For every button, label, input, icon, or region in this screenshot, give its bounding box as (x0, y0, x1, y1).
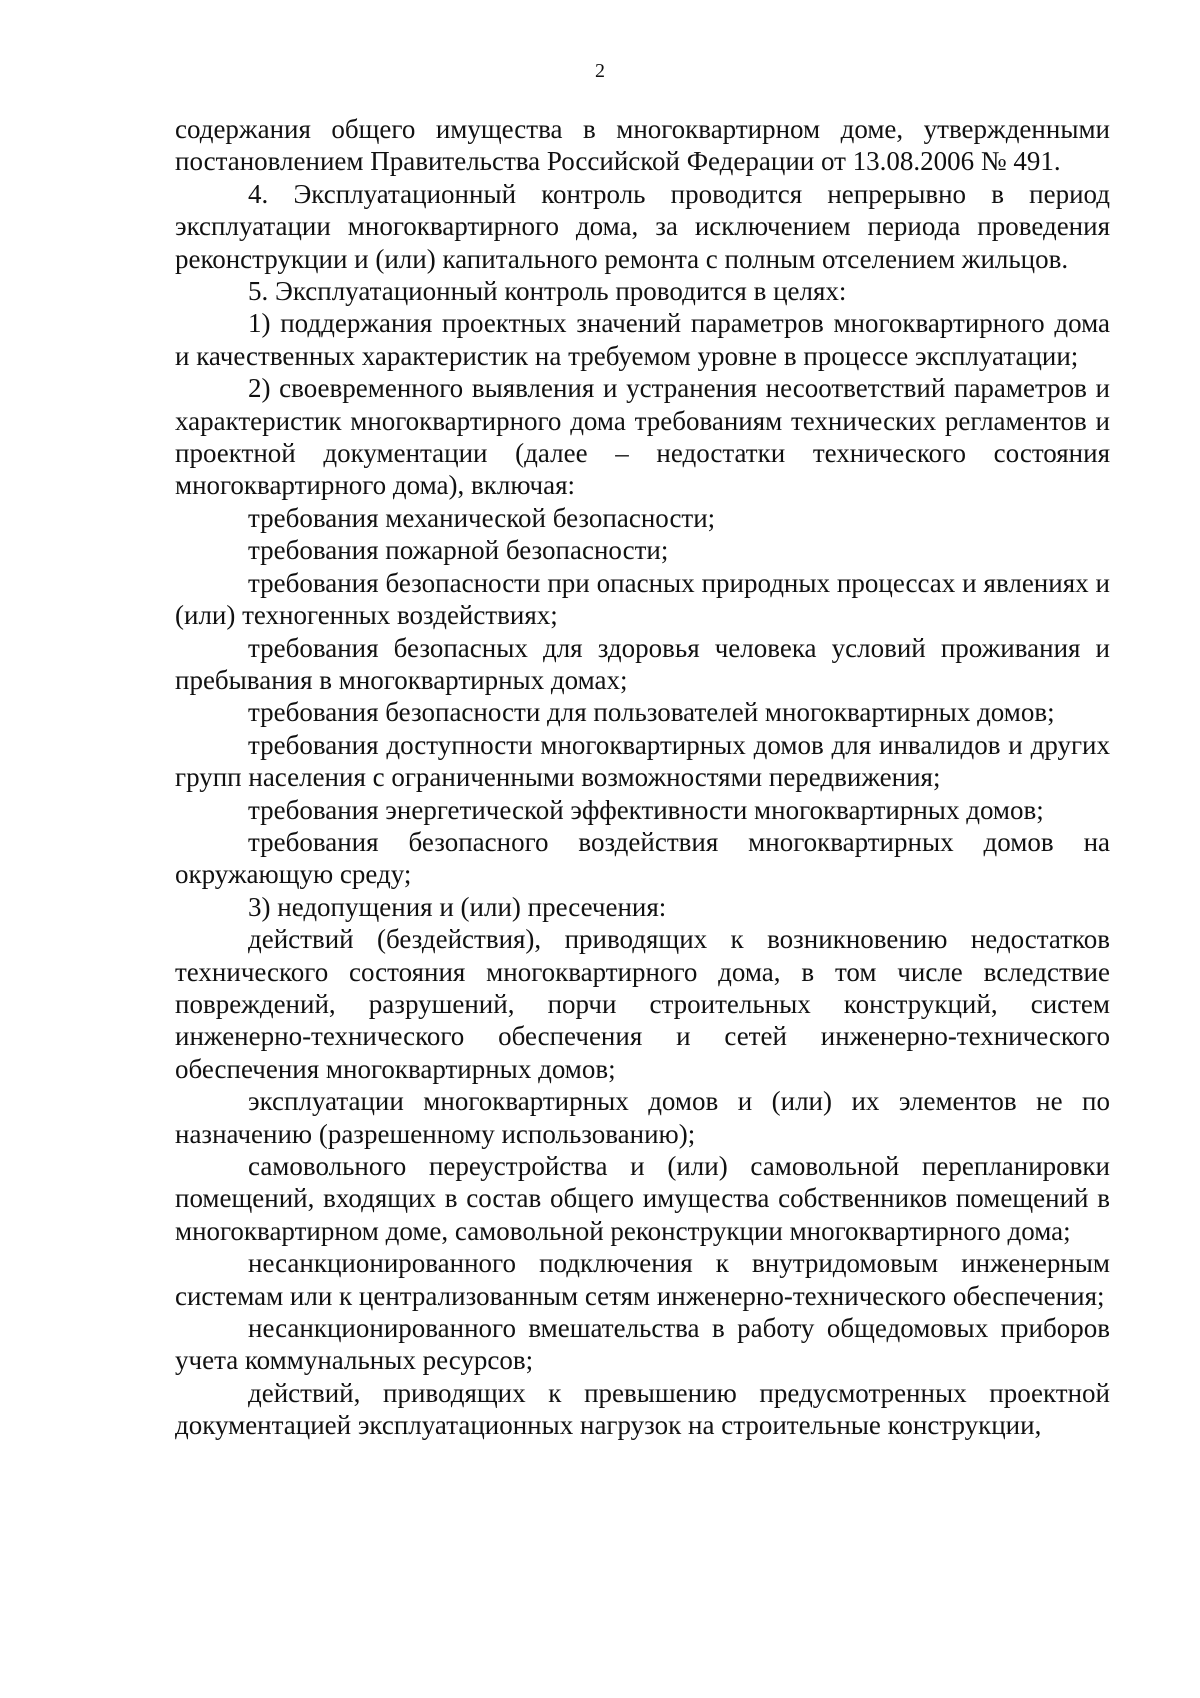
paragraph: требования доступности многоквартирных домов для инвалидов и других групп населения с ограниченными возможностями передвижения; (175, 729, 1110, 793)
paragraph: действий, приводящих к превышению предусмотренных проектной документацией эксплуатационных нагрузок на строительные конструкции, (175, 1377, 1110, 1441)
paragraph: требования механической безопасности; (248, 502, 716, 533)
paragraph: требования безопасности при опасных природных процессах и явлениях и (или) техногенных воздействиях; (175, 567, 1110, 631)
paragraph: требования безопасности для пользователей многоквартирных домов; (248, 697, 1055, 728)
paragraph: 2) своевременного выявления и устранения несоответствий параметров и характеристик многоквартирного дома требованиям технических регламентов и проектной документации (далее – недостатки технического состояния многоквартирного дома), включая: (175, 373, 1110, 501)
paragraph: требования безопасного воздействия многоквартирных домов на окружающую среду; (175, 826, 1110, 890)
document-body (175, 113, 1110, 1442)
paragraph: несанкционированного подключения к внутридомовым инженерным системам или к централизованным сетям инженерно-технического обеспечения; (175, 1248, 1110, 1311)
paragraph: 4. Эксплуатационный контроль проводится непрерывно в период эксплуатации многоквартирного дома, за исключением периода проведения реконструкции и (или) капитального ремонта с полным отселением жильцов. (175, 178, 1110, 274)
paragraph: самовольного переустройства и (или) самовольной перепланировки помещений, входящих в состав общего имущества собственников помещений в многоквартирном доме, самовольной реконструкции многоквартирного дома; (175, 1151, 1110, 1246)
paragraph: требования энергетической эффективности многоквартирных домов; (248, 794, 1044, 825)
paragraph: содержания общего имущества в многоквартирном доме, утвержденными постановлением Правительства Российской Федерации от 13.08.2006 № 491. (175, 114, 1110, 177)
paragraph: действий (бездействия), приводящих к возникновению недостатков технического состояния многоквартирного дома, в том числе вследствие повреждений, разрушений, порчи строительных конструкций, систем инженерно-технического обеспечения и сетей инженерно-технического обеспечения многоквартирных домов; (175, 924, 1110, 1084)
paragraph: эксплуатации многоквартирных домов и (или) их элементов не по назначению (разрешенному использованию); (175, 1086, 1110, 1149)
paragraph: 3) недопущения и (или) пресечения: (248, 891, 667, 922)
paragraph: несанкционированного вмешательства в работу общедомовых приборов учета коммунальных ресурсов; (175, 1313, 1110, 1376)
paragraph: 1) поддержания проектных значений параметров многоквартирного дома и качественных характеристик на требуемом уровне в процессе эксплуатации; (175, 308, 1110, 371)
paragraph: требования безопасных для здоровья человека условий проживания и пребывания в многоквартирных домах; (175, 632, 1110, 695)
paragraph: 5. Эксплуатационный контроль проводится в целях: (248, 276, 847, 307)
page-number: 2 (595, 60, 605, 82)
paragraph: требования пожарной безопасности; (248, 535, 669, 566)
